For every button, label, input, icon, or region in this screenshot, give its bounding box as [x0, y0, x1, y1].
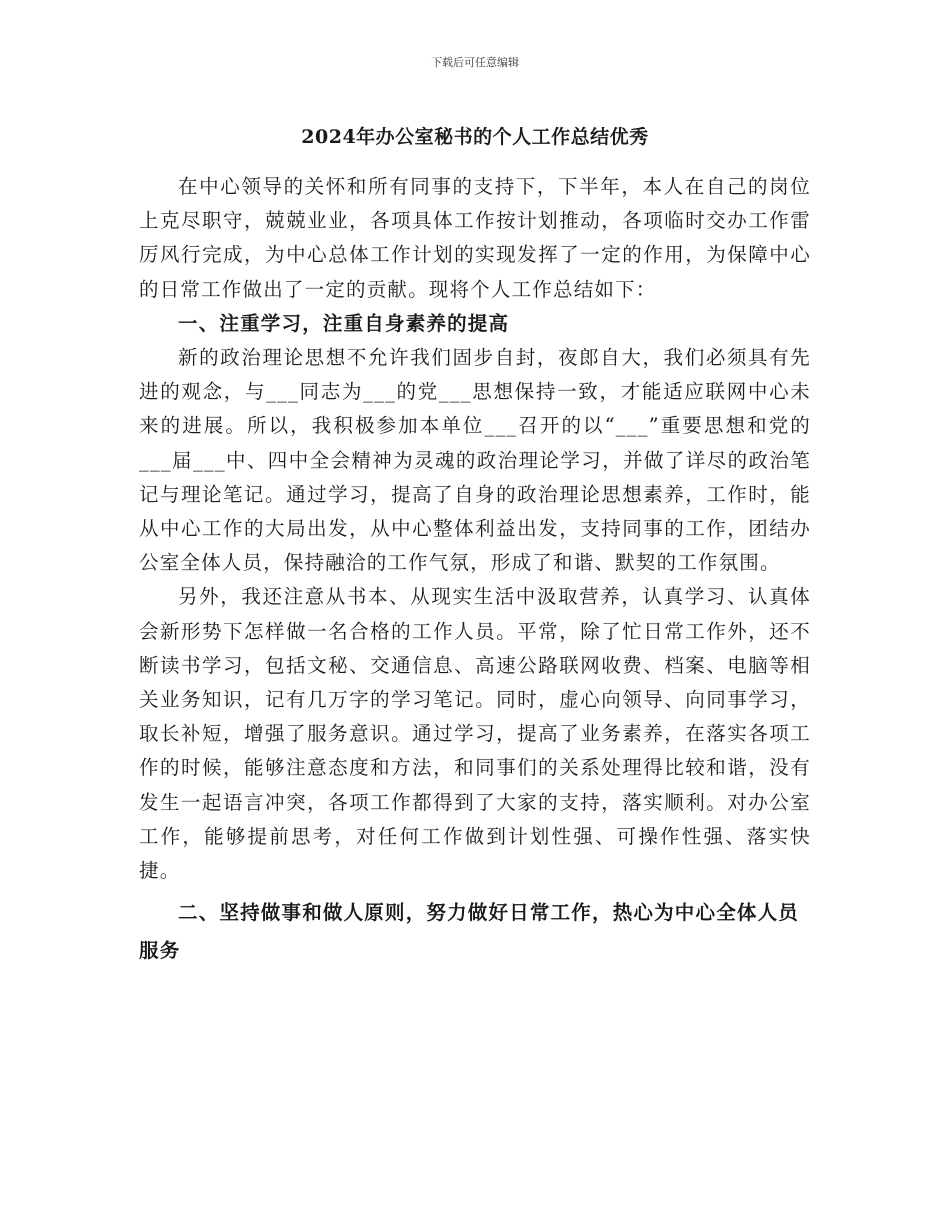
document-body — [139, 122, 811, 970]
intro-paragraph: 在中心领导的关怀和所有同事的支持下，下半年，本人在自己的岗位上克尽职守，兢兢业业，各项具体工作按计划推动，各项临时交办工作雷厉风行完成，为中心总体工作计划的实现发挥了一定的作用，为保障中心的日常工作做出了一定的贡献。现将个人工作总结如下： — [139, 175, 811, 301]
section-1-paragraph-1: 新的政治理论思想不允许我们固步自封，夜郎自大，我们必须具有先进的观念，与___同志为___的党___思想保持一致，才能适应联网中心未来的进展。所以，我积极参加本单位___召开的以“___”重要思想和党的___届___中、四中全会精神为灵魂的政治理论学习，并做了详尽的政治笔记与理论笔记。通过学习，提高了自身的政治理论思想素养，工作时，能从中心工作的大局出发，从中心整体利益出发，支持同事的工作，团结办公室全体人员，保持融洽的工作气氛，形成了和谐、默契的工作氛围。 — [139, 346, 811, 575]
header-note: 下载后可任意编辑 — [431, 56, 519, 69]
section-1-paragraph-2: 另外，我还注意从书本、从现实生活中汲取营养，认真学习、认真体会新形势下怎样做一名合格的工作人员。平常，除了忙日常工作外，还不断读书学习，包括文秘、交通信息、高速公路联网收费、档案、电脑等相关业务知识，记有几万字的学习笔记。同时，虚心向领导、向同事学习，取长补短，增强了服务意识。通过学习，提高了业务素养，在落实各项工作的时候，能够注意态度和方法，和同事们的关系处理得比较和谐，没有发生一起语言冲突，各项工作都得到了大家的支持，落实顺利。对办公室工作，能够提前思考，对任何工作做到计划性强、可操作性强、落实快捷。 — [139, 585, 811, 883]
document-title: 2024年办公室秘书的个人工作总结优秀 — [301, 126, 649, 148]
section-2-heading: 二、坚持做事和做人原则，努力做好日常工作，热心为中心全体人员服务 — [139, 901, 800, 963]
section-1-heading: 一、注重学习，注重自身素养的提高 — [178, 311, 510, 335]
